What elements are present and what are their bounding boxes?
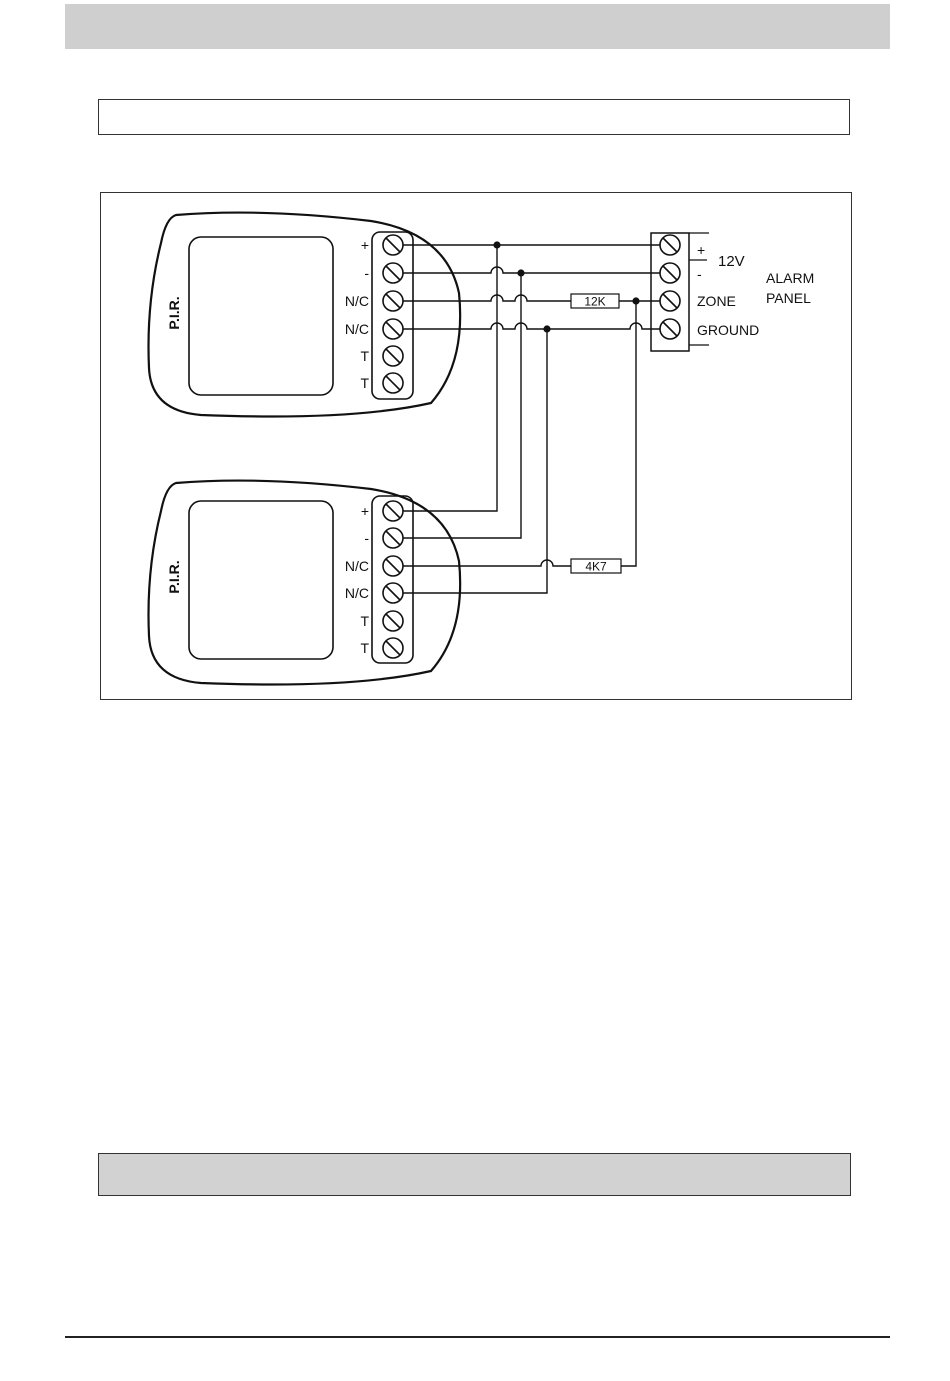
terminal-label-minus: -: [364, 530, 369, 546]
panel-label-zone: ZONE: [697, 293, 736, 309]
header-bar: [65, 4, 890, 49]
wiring-diagram: [100, 192, 852, 700]
wire-minus-top: [403, 267, 660, 273]
terminal-label-minus: -: [364, 265, 369, 281]
wire-nc1-top: [403, 295, 571, 301]
pir-lens-window: [189, 501, 333, 659]
section-title-box: [98, 99, 850, 135]
resistor-4k7-label: 4K7: [585, 559, 607, 574]
panel-supply-label: 12V: [718, 253, 745, 270]
wire-nc1-bottom: [403, 560, 571, 566]
alarm-panel: [651, 233, 814, 351]
terminal-label-plus: +: [360, 503, 369, 519]
terminal-label-nc1: N/C: [344, 558, 369, 574]
terminal-label-t2: T: [360, 640, 369, 656]
wires: [403, 245, 660, 593]
pir-lens-window: [189, 237, 333, 395]
terminal-label-t1: T: [360, 348, 369, 364]
terminal-label-nc2: N/C: [344, 321, 369, 337]
panel-title-line2: PANEL: [766, 290, 811, 306]
panel-label-minus: -: [697, 266, 702, 282]
footer-box: [98, 1153, 851, 1196]
terminal-label-nc1: N/C: [344, 293, 369, 309]
junction-dot: [493, 241, 500, 248]
wire-zone-4k7: [621, 301, 636, 566]
terminal-label-t1: T: [360, 613, 369, 629]
pir-detector-top: [149, 213, 461, 417]
panel-title-line1: ALARM: [766, 270, 815, 286]
wire-nc2-top: [403, 323, 660, 329]
pir-label: P.I.R.: [166, 560, 182, 594]
junction-dot: [543, 325, 550, 332]
resistor-4k7: [571, 559, 621, 574]
resistor-12k: [571, 294, 619, 309]
terminal-label-nc2: N/C: [344, 585, 369, 601]
panel-label-plus: +: [697, 242, 706, 258]
bottom-rule: [65, 1336, 890, 1338]
panel-label-ground: GROUND: [697, 322, 760, 338]
junction-dot: [517, 269, 524, 276]
junction-dot: [632, 297, 639, 304]
wire-nc2-link: [403, 329, 547, 593]
terminal-label-t2: T: [360, 375, 369, 391]
terminal-label-plus: +: [360, 237, 369, 253]
pir-label: P.I.R.: [166, 296, 182, 330]
wire-plus-down: [403, 245, 497, 511]
resistor-12k-label: 12K: [584, 294, 606, 309]
